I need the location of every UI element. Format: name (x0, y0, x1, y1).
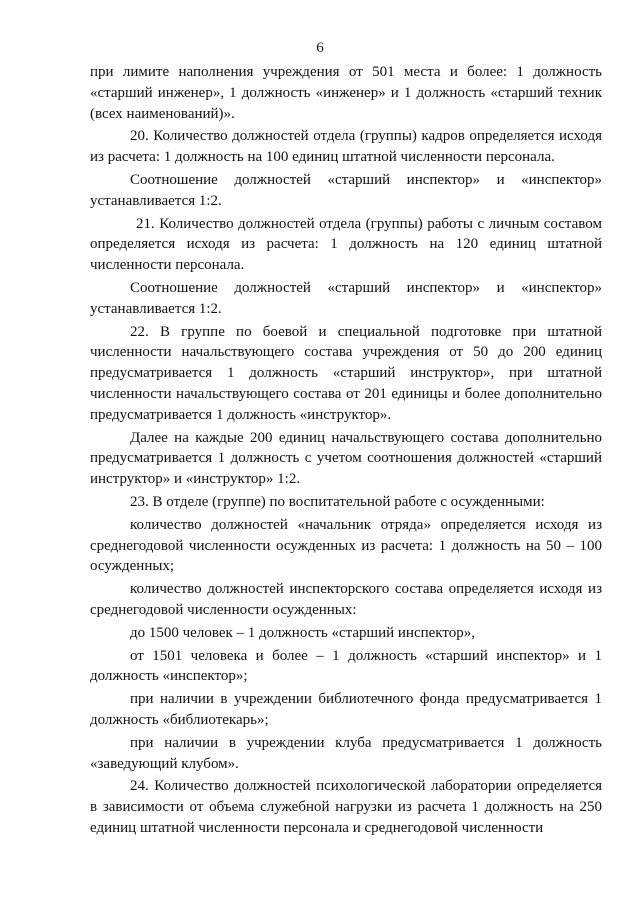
paragraph-22: 22. В группе по боевой и специальной подготовке при штатной численности начальствующего состава учреждения от 50 до 200 единиц предусматривается 1 должность «старший инструктор», при штатной численности начальствующего состава от 201 единицы и более дополнительно предусматривается 1 должность «инструктор». (90, 323, 602, 423)
paragraph-20-ratio: Соотношение должностей «старший инспектор» и «инспектор» устанавливается 1:2. (90, 171, 602, 209)
page-number: 6 (316, 40, 324, 56)
paragraph-23-library: при наличии в учреждении библиотечного фонда предусматривается 1 должность «библиотекарь»; (90, 691, 602, 728)
paragraph-23-inspectors: количество должностей инспекторского состава определяется исходя из среднегодовой численности осужденных: (90, 581, 602, 618)
paragraph-22-additional: Далее на каждые 200 единиц начальствующего состава дополнительно предусматривается 1 должность с учетом соотношения должностей «старший инструктор» и «инструктор» 1:2. (90, 429, 602, 488)
paragraph-23-up-to-1500: до 1500 человек – 1 должность «старший инспектор», (130, 624, 475, 641)
paragraph-24: 24. Количество должностей психологической лаборатории определяется в зависимости от объема служебной нагрузки из расчета 1 должность на 250 единиц штатной численности персонала и среднегодовой численности (90, 778, 602, 836)
paragraph-23-squad-chief: количество должностей «начальник отряда» определяется исходя из среднегодовой численности осужденных из расчета: 1 должность на 50 – 100 осужденных; (90, 516, 602, 575)
paragraph-23-club: при наличии в учреждении клуба предусматривается 1 должность «заведующий клубом». (90, 734, 602, 772)
paragraph-21-ratio: Соотношение должностей «старший инспектор» и «инспектор» устанавливается 1:2. (90, 279, 602, 317)
document-body (90, 62, 602, 839)
paragraph-19-continuation: при лимите наполнения учреждения от 501 места и более: 1 должность «старший инженер», 1 должность «инженер» и 1 должность «старший техник (всех наименований)». (90, 64, 602, 122)
paragraph-23-from-1501: от 1501 человека и более – 1 должность «старший инспектор» и 1 должность «инспектор»; (90, 647, 602, 685)
paragraph-23: 23. В отделе (группе) по воспитательной работе с осужденными: (130, 493, 545, 510)
paragraph-21: 21. Количество должностей отдела (группы) работы с личным составом определяется исходя из расчета: 1 должность на 120 единиц штатной численности персонала. (90, 215, 602, 274)
paragraph-20: 20. Количество должностей отдела (группы) кадров определяется исходя из расчета: 1 должность на 100 единиц штатной численности персонала. (90, 128, 602, 166)
